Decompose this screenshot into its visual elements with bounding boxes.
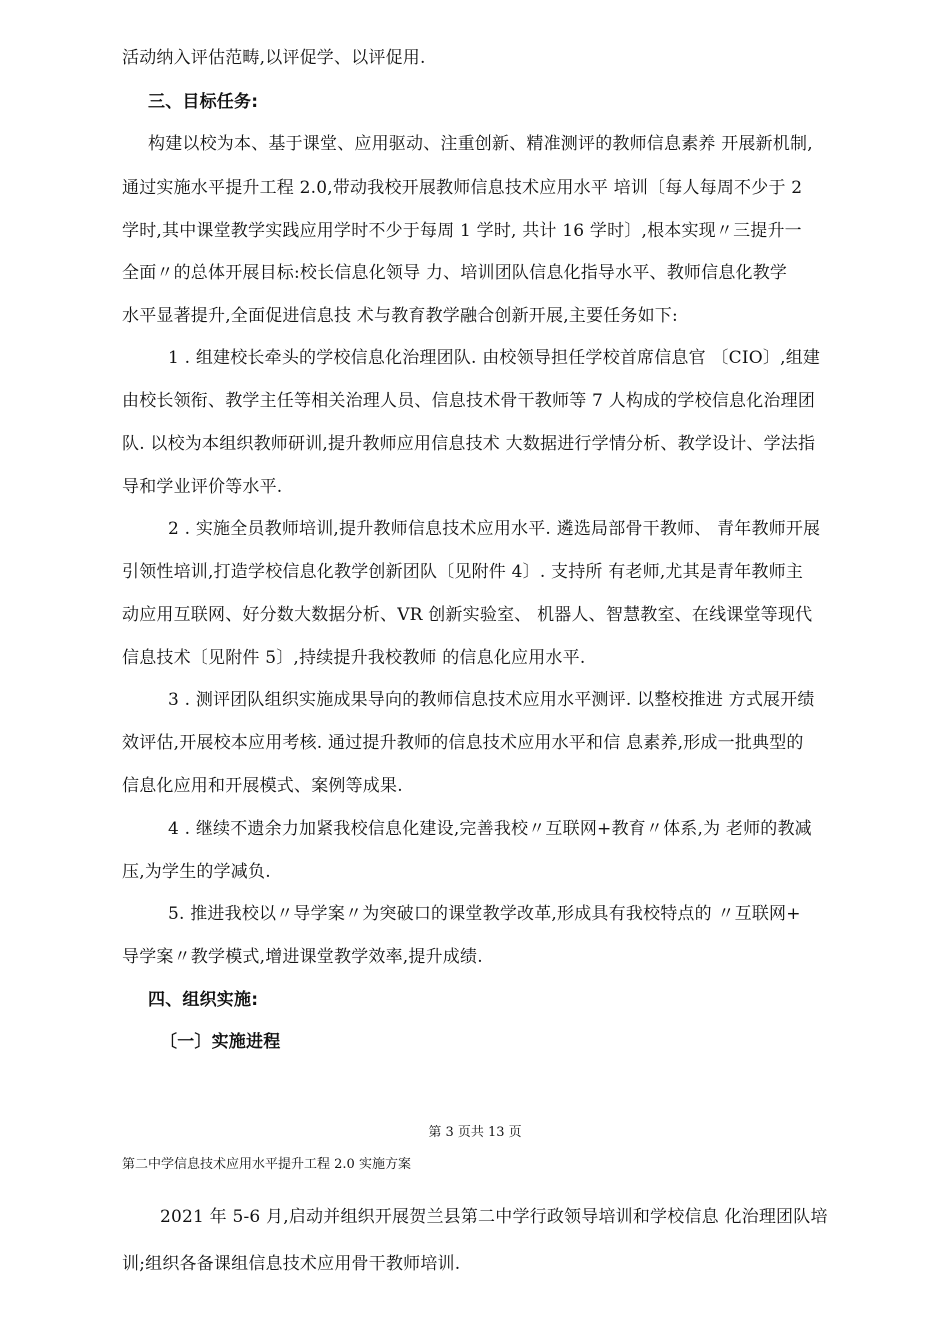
body-line: 学时,其中课堂教学实践应用学时不少于每周 1 学时, 共计 16 学时〕,根本实现〃三提升一: [122, 221, 802, 241]
body-line: 效评估,开展校本应用考核. 通过提升教师的信息技术应用水平和信 息素养,形成一批典型的: [122, 733, 804, 753]
body-line: 2 . 实施全员教师培训,提升教师信息技术应用水平. 遴选局部骨干教师、 青年教师开展: [168, 519, 821, 539]
section-heading: 三、目标任务:: [148, 92, 259, 112]
body-line: 导和学业评价等水平.: [122, 477, 283, 497]
body-line: 1 . 组建校长牵头的学校信息化治理团队. 由校领导担任学校首席信息官 〔CIO〕,组建: [168, 348, 821, 368]
body-line: 活动纳入评估范畴,以评促学、以评促用.: [122, 48, 426, 68]
body-line: 动应用互联网、好分数大数据分析、VR 创新实验室、 机器人、智慧教室、在线课堂等现代: [122, 605, 813, 625]
body-line: 4 . 继续不遗余力加紧我校信息化建设,完善我校〃互联网+教育〃体系,为 老师的教减: [168, 819, 812, 839]
body-line: 信息化应用和开展模式、案例等成果.: [122, 776, 403, 796]
running-header: 第二中学信息技术应用水平提升工程 2.0 实施方案: [122, 1157, 411, 1172]
page-number: 第 3 页共 13 页: [428, 1125, 522, 1140]
body-line: 构建以校为本、基于课堂、应用驱动、注重创新、精准测评的教师信息素养 开展新机制,: [148, 134, 813, 154]
body-line: 队. 以校为本组织教师研训,提升教师应用信息技术 大数据进行学情分析、教学设计、学法指: [122, 434, 816, 454]
body-line: 通过实施水平提升工程 2.0,带动我校开展教师信息技术应用水平 培训〔每人每周不少于 2: [122, 178, 803, 198]
body-line: 训;组织各备课组信息技术应用骨干教师培训.: [122, 1254, 461, 1274]
section-heading: 四、组织实施:: [148, 990, 259, 1010]
body-line: 由校长领衔、教学主任等相关治理人员、信息技术骨干教师等 7 人构成的学校信息化治理团: [122, 391, 816, 411]
body-line: 引领性培训,打造学校信息化教学创新团队〔见附件 4〕. 支持所 有老师,尤其是青年教师主: [122, 562, 804, 582]
body-line: 全面〃的总体开展目标:校长信息化领导 力、培训团队信息化指导水平、教师信息化教学: [122, 263, 788, 283]
body-line: 压,为学生的学减负.: [122, 862, 271, 882]
body-line: 信息技术〔见附件 5〕,持续提升我校教师 的信息化应用水平.: [122, 648, 586, 668]
body-line: 3 . 测评团队组织实施成果导向的教师信息技术应用水平测评. 以整校推进 方式展开绩: [168, 690, 815, 710]
subsection-heading: 〔一〕实施进程: [160, 1032, 281, 1052]
body-line: 导学案〃教学模式,增进课堂教学效率,提升成绩.: [122, 947, 483, 967]
body-line: 水平显著提升,全面促进信息技 术与教育教学融合创新开展,主要任务如下:: [122, 306, 678, 326]
body-line: 5. 推进我校以〃导学案〃为突破口的课堂教学改革,形成具有我校特点的 〃互联网+: [168, 904, 801, 924]
body-line: 2021 年 5-6 月,启动并组织开展贺兰县第二中学行政领导培训和学校信息 化治理团队培: [160, 1207, 828, 1227]
